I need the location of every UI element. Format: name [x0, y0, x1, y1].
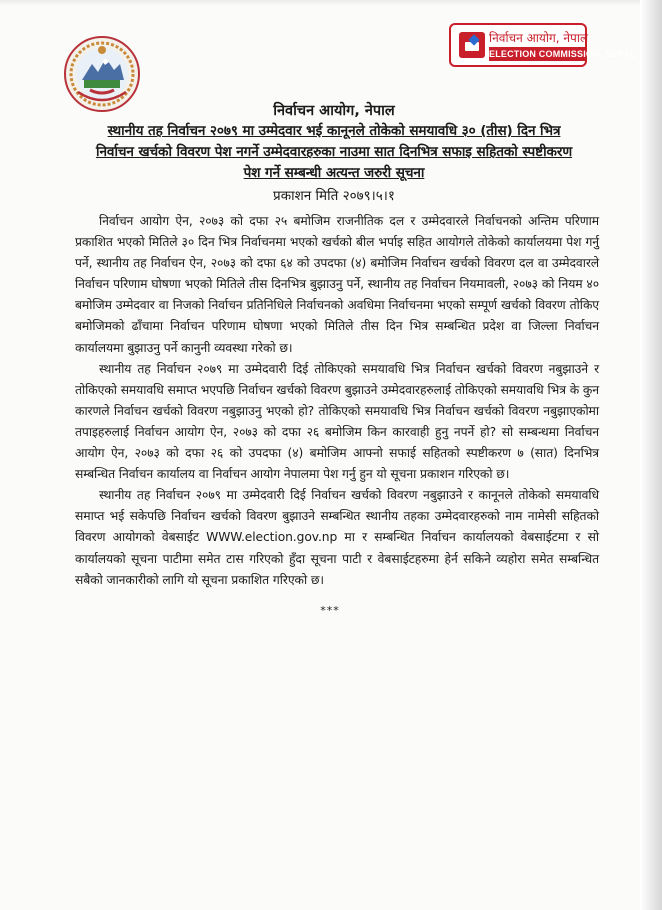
logo-name-nepali: निर्वाचन आयोग, नेपाल [489, 31, 589, 45]
end-separator: *** [320, 604, 340, 617]
notice-body [75, 211, 599, 591]
paragraph: स्थानीय तह निर्वाचन २०७९ मा उम्मेदवारी दिई तोकिएको समयावधि भित्र निर्वाचन खर्चको विवरण नबुझाउने र तोकिएको समयावधि समाप्त भएपछि निर्वाचन खर्चको विवरण बुझाउने उम्मेदवारहरुलाई तोकिएको समयावधि भित्र के कुन कारणले निर्वाचन खर्चको विवरण नबुझाउनु भएको हो? तोकिएको समयावधि भित्र निर्वाचन खर्चको विवरण नबुझाएकोमा तपाइहरुलाई निर्वाचन आयोग ऐन, २०७३ को दफा २६ बमोजिम किन कारवाही हुनु नपर्ने हो? सो सम्बन्धमा निर्वाचन आयोग ऐन, २०७३ को दफा २६ को उपदफा (४) बमोजिम आफ्नो सफाई सहितको स्पष्टीकरण ७ (सात) दिनभित्र सम्बन्धित निर्वाचन कार्यालय वा निर्वाचन आयोग नेपालमा पेश गर्नु हुन यो सूचना प्रकाशन गरिएको छ। [75, 361, 599, 482]
notice-heading-line-2: निर्वाचन खर्चको विवरण पेश नगर्ने उम्मेदवारहरुका नाउमा सात दिनभित्र सफाइ सहितको स्पष्टीकरण [95, 144, 573, 160]
organization-name: निर्वाचन आयोग, नेपाल [273, 103, 395, 119]
paragraph: स्थानीय तह निर्वाचन २०७९ मा उम्मेदवारी दिई निर्वाचन खर्चको विवरण नबुझाउने र कानूनले तोकेको समयावधि समाप्त भई सकेपछि निर्वाचन खर्चको विवरण बुझाउने सम्बन्धित स्थानीय तहका उम्मेदवारहरुको नाम नामेसी सहितको विवरण आयोगको वेबसाईट WWW.election.gov.np मा र सम्बन्धित निर्वाचन कार्यालयको वेबसाईटमा र सो कार्यालयको सूचना पाटीमा समेत टास गरिएको हुँदा सूचना पाटी र वेबसाईटहरुमा हेर्न सकिने व्यहोरा समेत सम्बन्धित सबैको जानकारीको लागि यो सूचना प्रकाशित गरिएको छ। [75, 488, 599, 587]
ballot-box-icon [459, 32, 485, 58]
publish-date: प्रकाशन मिति २०७९।५।१ [273, 188, 395, 204]
page-right-shadow [640, 0, 662, 910]
notice-title-block [60, 101, 608, 207]
paragraph: निर्वाचन आयोग ऐन, २०७३ को दफा २५ बमोजिम राजनीतिक दल र उम्मेदवारले निर्वाचनको अन्तिम परिणाम प्रकाशित भएको मितिले ३० दिन भित्र निर्वाचनमा भएको खर्चको बील भर्पाइ सहित आयोगले तोकेको कार्यालयमा पेश गर्नु पर्ने, स्थानीय तह निर्वाचन ऐन, २०७३ को दफा ६४ को उपदफा (४) बमोजिम निर्वाचन खर्चको विवरण दल वा उम्मेदवारले निर्वाचन परिणाम घोषणा भएको मितिले तीस दिनभित्र बुझाउनु पर्ने, स्थानीय तह निर्वाचन नियमावली, २०७३ को नियम ४० बमोजिम उम्मेदवार वा निजको निर्वाचन प्रतिनिधिले निर्वाचनको अवधिमा निर्वाचनमा भएको सम्पूर्ण खर्चको विवरण तोकिए बमोजिमको ढाँचामा निर्वाचन परिणाम घोषणा भएको मितिले तीस दिन भित्र सम्बन्धित प्रदेश वा जिल्ला निर्वाचन कार्यालयमा बुझाउनु पर्ने कानुनी व्यवस्था गरेको छ। [75, 214, 599, 355]
notice-heading-line-1: स्थानीय तह निर्वाचन २०७९ मा उम्मेदवार भई कानूनले तोकेको समयावधि ३० (तीस) दिन भित्र [107, 123, 561, 139]
logo-name-english: ELECTION COMMISSION, NEPAL [489, 49, 637, 59]
page-top-shadow [0, 0, 662, 6]
notice-heading-line-3: पेश गर्ने सम्बन्धी अत्यन्त जरुरी सूचना [243, 165, 425, 181]
election-commission-logo [449, 23, 637, 67]
